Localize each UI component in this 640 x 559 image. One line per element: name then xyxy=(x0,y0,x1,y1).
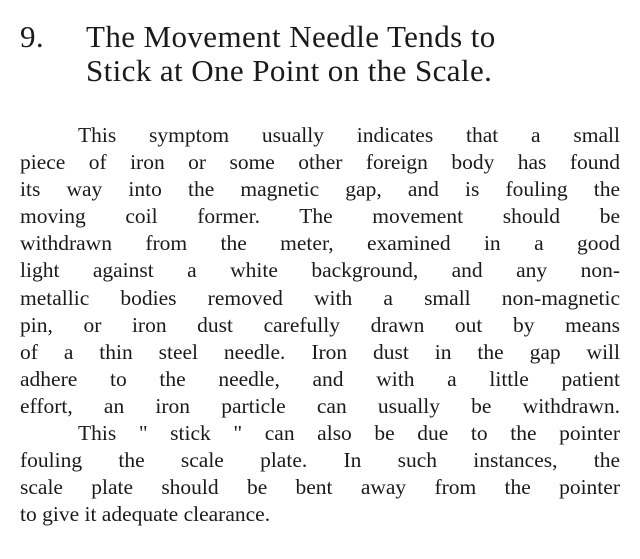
text-line: pin, or iron dust carefully drawn out by means xyxy=(20,312,620,337)
text-line: of a thin steel needle. Iron dust in the gap will xyxy=(20,339,620,364)
text-line: moving coil former. The movement should be xyxy=(20,204,620,229)
body-text xyxy=(20,122,620,528)
text-line: This " stick " can also be due to the pointer xyxy=(78,421,620,446)
text-line: to give it adequate clearance. xyxy=(20,502,271,527)
text-line: light against a white background, and any non- xyxy=(20,258,620,283)
paragraph xyxy=(20,420,620,528)
text-line: adhere to the needle, and with a little patient xyxy=(20,366,620,391)
text-line: This symptom usually indicates that a small xyxy=(78,123,620,147)
section-title-line: Stick at One Point on the Scale. xyxy=(86,53,493,88)
text-line: effort, an iron particle can usually be withdrawn. xyxy=(20,393,620,418)
paragraph xyxy=(20,122,620,420)
text-line: fouling the scale plate. In such instances, the xyxy=(20,448,620,473)
section-number: 9. xyxy=(20,19,45,54)
text-line: piece of iron or some other foreign body has found xyxy=(20,150,620,175)
text-line: metallic bodies removed with a small non-magnetic xyxy=(20,285,620,310)
text-line: withdrawn from the meter, examined in a good xyxy=(20,231,620,256)
text-line: scale plate should be bent away from the pointer xyxy=(20,475,620,500)
section-heading xyxy=(20,20,620,88)
text-line: its way into the magnetic gap, and is fouling the xyxy=(20,177,620,202)
section-title-line: The Movement Needle Tends to xyxy=(86,19,496,54)
section-title xyxy=(86,20,620,88)
